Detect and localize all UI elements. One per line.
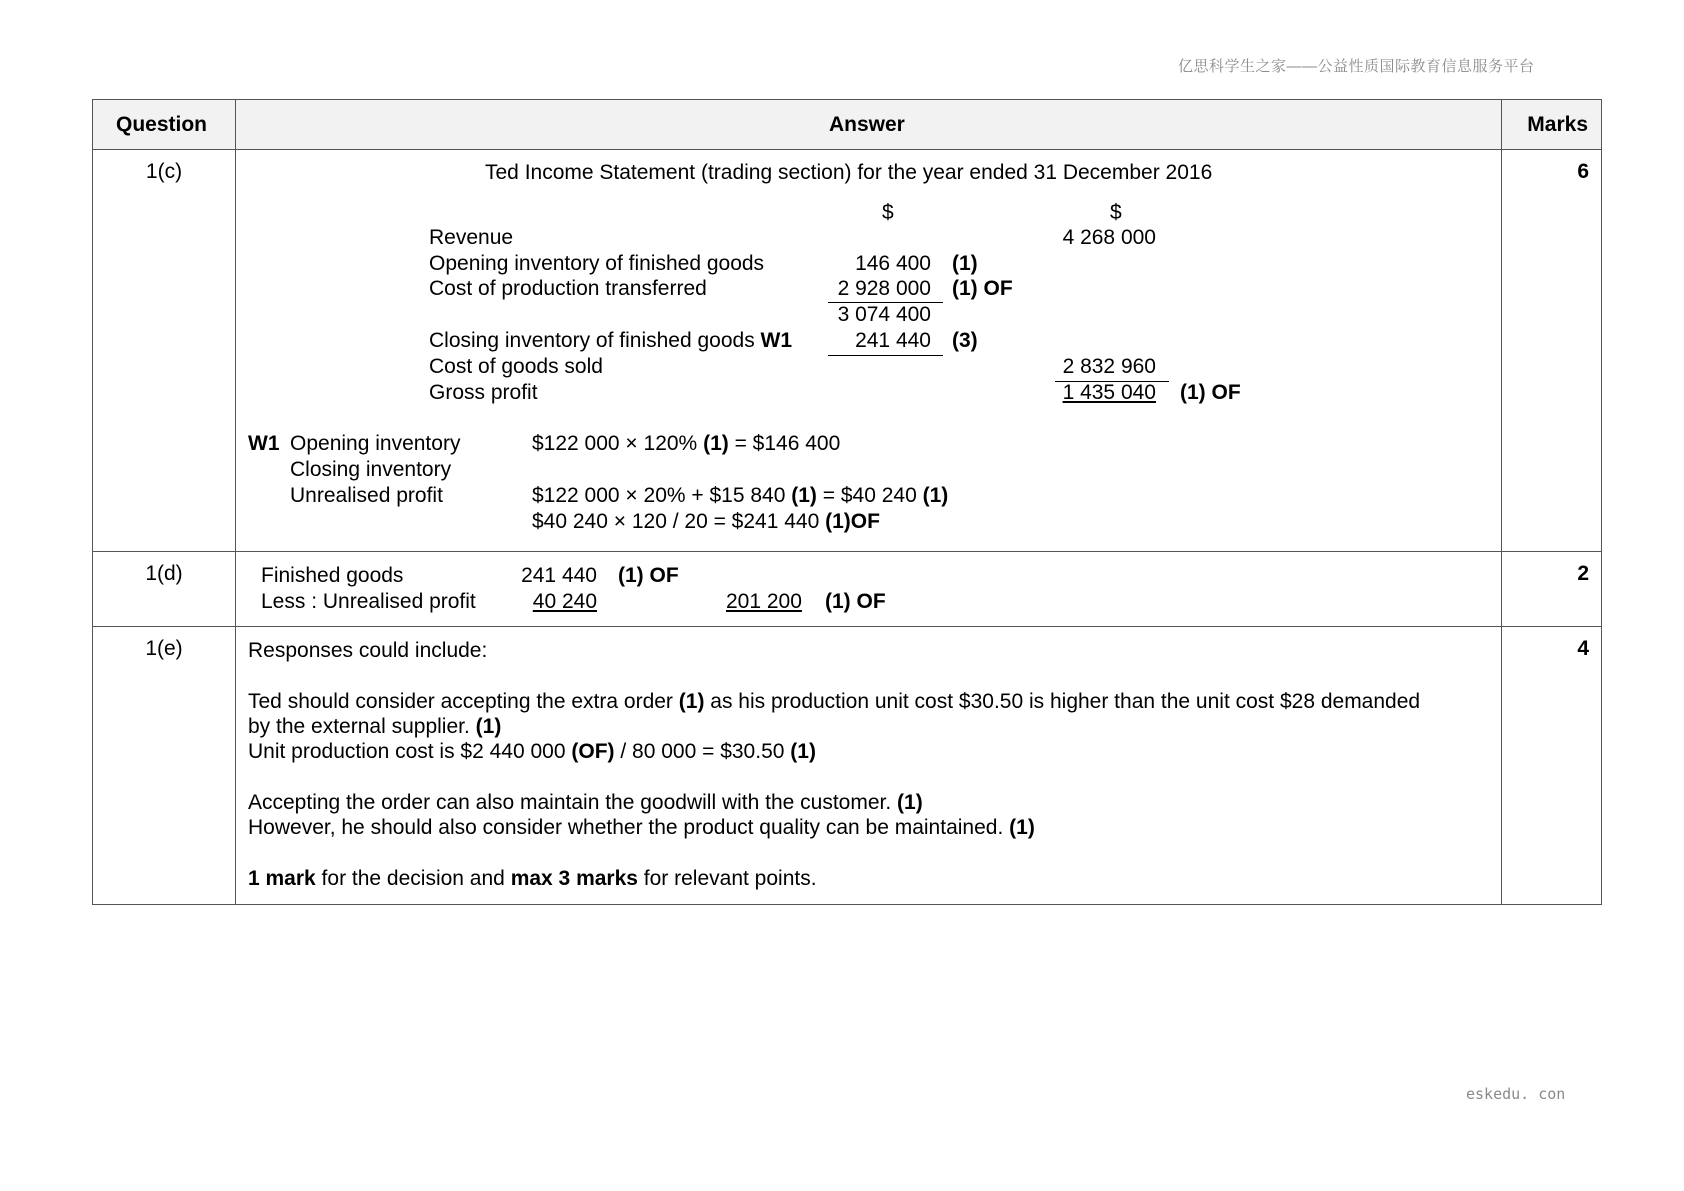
question-cell: [93, 150, 236, 551]
w1-calc-line-3: $40 240 × 120 / 20 = $241 440 (1)OF: [532, 510, 880, 533]
less-unrealised-label: Less : Unrealised profit: [261, 590, 476, 613]
gross-profit-mark: (1) OF: [1180, 381, 1241, 404]
revenue-label: Revenue: [429, 226, 514, 249]
opening-inventory-mark: (1): [952, 252, 978, 275]
w1-label-unrealised: Unrealised profit: [290, 484, 443, 507]
opening-inventory-value: 146 400: [855, 252, 931, 275]
net-finished-goods-mark: (1) OF: [825, 590, 886, 613]
marks-value: 2: [1577, 562, 1589, 585]
w1-label-opening: Opening inventory: [290, 432, 461, 455]
currency-header-col1: $: [882, 201, 894, 224]
marks-header: Marks: [1527, 113, 1588, 136]
w1-calc-line-2: $122 000 × 20% + $15 840 (1) = $40 240 (1): [532, 484, 949, 507]
finished-goods-label: Finished goods: [261, 564, 404, 587]
table-header-row: [93, 100, 1601, 149]
question-number: 1(e): [145, 637, 183, 660]
w1-label-closing: Closing inventory: [290, 458, 452, 481]
mark-scheme-table: [92, 99, 1602, 905]
table-row-1c: [93, 149, 1601, 551]
table-row-1d: [93, 551, 1601, 626]
finished-goods-mark: (1) OF: [618, 564, 679, 587]
question-number: 1(d): [145, 562, 183, 585]
closing-inventory-value: 241 440: [855, 329, 931, 352]
net-finished-goods-value: 201 200: [726, 590, 802, 613]
cost-of-production-mark: (1) OF: [952, 277, 1013, 300]
cost-of-production-label: Cost of production transferred: [429, 277, 707, 300]
closing-inventory-mark: (3): [952, 329, 978, 352]
w1-tag: W1: [248, 432, 280, 455]
response-paragraph-1b: by the external supplier. (1): [248, 715, 502, 738]
opening-inventory-label: Opening inventory of finished goods: [429, 252, 765, 275]
currency-header-col2: $: [1110, 201, 1122, 224]
header-watermark: 亿思科学生之家——公益性质国际教育信息服务平台: [1178, 58, 1535, 75]
cogs-label: Cost of goods sold: [429, 355, 603, 378]
marking-guidance: 1 mark for the decision and max 3 marks for relevant points.: [248, 867, 817, 890]
question-header: Question: [116, 113, 208, 136]
gross-profit-value: 1 435 040: [1062, 381, 1156, 404]
answer-header: Answer: [829, 113, 905, 136]
question-number: 1(c): [145, 160, 183, 183]
closing-inventory-rule: [828, 355, 943, 356]
table-row-1e: [93, 626, 1601, 904]
marks-cell: [1501, 150, 1601, 551]
response-goodwill: Accepting the order can also maintain the goodwill with the customer. (1): [248, 791, 923, 814]
marks-value: 4: [1577, 637, 1589, 660]
less-unrealised-value: 40 240: [532, 590, 597, 613]
marks-cell: [1501, 627, 1601, 904]
revenue-value: 4 268 000: [1062, 226, 1156, 249]
response-unit-cost: Unit production cost is $2 440 000 (OF) / 80 000 = $30.50 (1): [248, 740, 816, 763]
response-quality: However, he should also consider whether the product quality can be maintained. (1): [248, 816, 1035, 839]
marks-value: 6: [1577, 160, 1589, 183]
gross-profit-label: Gross profit: [429, 381, 538, 404]
closing-inventory-label: Closing inventory of finished goods W1: [429, 329, 793, 352]
statement-title: Ted Income Statement (trading section) for the year ended 31 December 2016: [485, 161, 1213, 184]
footer-watermark: eskedu. con: [1466, 1085, 1566, 1103]
w1-calc-line-1: $122 000 × 120% (1) = $146 400: [532, 432, 841, 455]
cogs-value: 2 832 960: [1062, 355, 1156, 378]
finished-goods-value: 241 440: [521, 564, 597, 587]
question-cell: [93, 627, 236, 904]
responses-intro: Responses could include:: [248, 639, 488, 662]
response-paragraph-1a: Ted should consider accepting the extra order (1) as his production unit cost $30.50 is higher than the unit cost $28 demanded: [248, 690, 1421, 713]
cost-of-production-value: 2 928 000: [837, 277, 931, 300]
subtotal-value: 3 074 400: [837, 303, 931, 326]
